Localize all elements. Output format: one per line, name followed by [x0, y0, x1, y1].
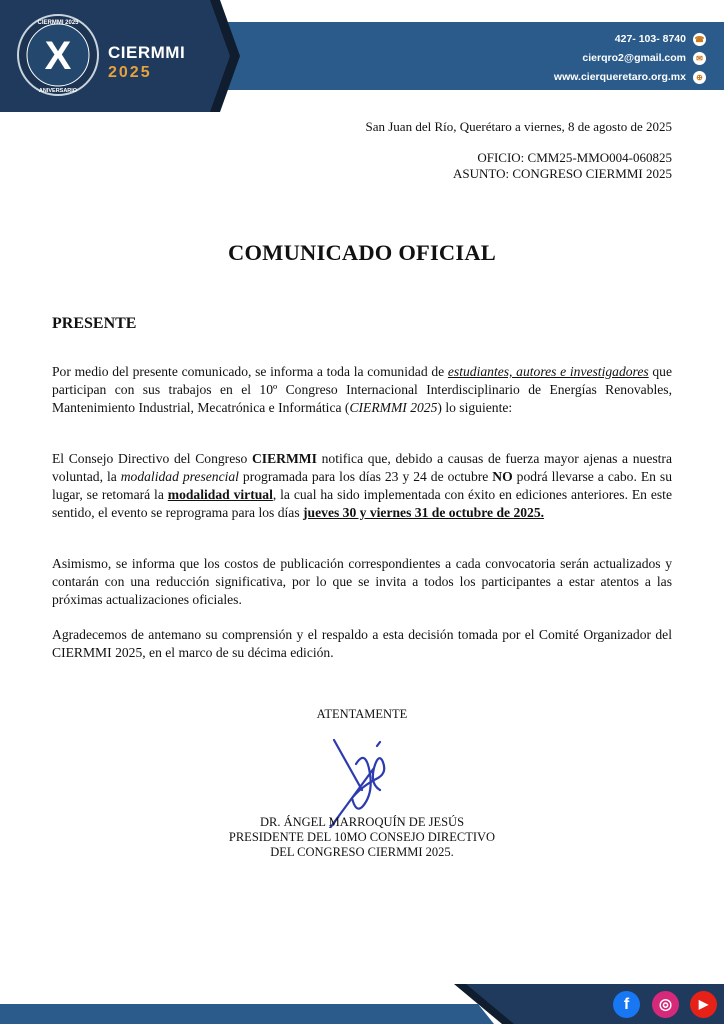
paragraph-1	[52, 363, 672, 417]
logo-bottom-text: ANIVERSARIO	[38, 88, 78, 94]
brand-year: 2025	[108, 64, 152, 81]
signer-title-2: DEL CONGRESO CIERMMI 2025.	[270, 845, 454, 859]
web-icon: ⊕	[693, 71, 706, 84]
p1-text-c: que participan con sus trabajos en el 10º Congreso Internacional Interdisciplinario de Energías Renovables, Mantenimiento Industrial, Mecatrónica e Informática (	[52, 364, 673, 415]
contact-info	[554, 30, 706, 87]
website-text[interactable]: www.cierqueretaro.org.mx	[553, 71, 686, 83]
p2-text-a: El Consejo Directivo del Congreso	[52, 451, 252, 466]
email-row	[554, 49, 706, 67]
phone-icon: ☎	[694, 34, 705, 44]
salutation: PRESENTE	[52, 315, 137, 332]
paragraph-4: Agradecemos de antemano su comprensión y el respaldo a esta decisión tomada por el Comité Organizador del CIERMMI 2025, en el marco de su décima edición.	[52, 627, 672, 660]
signer-name: DR. ÁNGEL MARROQUÍN DE JESÚS	[259, 815, 465, 829]
p2-text-i: , la cual ha sido implementada con éxito en ediciones anteriores. En este sentido, el evento se reprograma para los días	[52, 487, 672, 520]
place-date: San Juan del Río, Querétaro a viernes, 8 de agosto de 2025	[365, 119, 672, 134]
paragraph-3: Asimismo, se informa que los costos de publicación correspondientes a cada convocatoria serán actualizados y contarán con una reducción significativa, por lo que se invita a todos los participantes a estar atentos a las próximas actualizaciones oficiales.	[52, 556, 672, 607]
paragraph-2	[52, 450, 672, 522]
p2-no: NO	[492, 469, 513, 484]
signer-title-1: PRESIDENTE DEL 10MO CONSEJO DIRECTIVO	[228, 830, 496, 844]
p2-modalidad-virtual: modalidad virtual	[167, 487, 273, 502]
oficio-number: OFICIO: CMM25-MMO004-060825	[477, 150, 672, 165]
p2-text-g: podrá llevarse a cabo. En su lugar, se retomará la	[52, 469, 672, 502]
document-title: COMUNICADO OFICIAL	[228, 240, 496, 265]
brand-block	[108, 43, 185, 82]
logo-ring-text: CIERMMI 2025	[37, 20, 79, 26]
signature-scribble	[322, 728, 397, 828]
p2-new-dates: jueves 30 y viernes 31 de octubre de 2025.	[303, 505, 545, 520]
p2-ciermmi: CIERMMI	[251, 451, 317, 466]
brand-name: CIERMMI	[108, 43, 186, 62]
asunto: ASUNTO: CONGRESO CIERMMI 2025	[453, 166, 672, 181]
p1-text-e: ) lo siguiente:	[437, 400, 513, 415]
letterhead-header	[0, 0, 724, 112]
p1-audience: estudiantes, autores e investigadores	[447, 364, 649, 379]
closing: ATENTAMENTE	[316, 707, 408, 721]
p1-congress-name: CIERMMI 2025	[349, 400, 438, 415]
p1-text-a: Por medio del presente comunicado, se informa a toda la comunidad de	[52, 364, 448, 379]
phone-text: 427- 103- 8740	[614, 33, 686, 45]
instagram-icon[interactable]: ◎	[652, 991, 679, 1018]
logo-x: X	[44, 34, 72, 78]
p2-text-c: notifica que, debido a causas de fuerza mayor ajenas a nuestra voluntad, la	[52, 451, 672, 484]
email-icon: ✉	[693, 52, 706, 65]
ciermmi-logo	[16, 13, 100, 97]
p2-modalidad-presencial: modalidad presencial	[120, 469, 239, 484]
web-row	[554, 68, 706, 86]
facebook-icon[interactable]: f	[613, 991, 640, 1018]
youtube-icon[interactable]: ▶	[690, 991, 717, 1018]
email-text[interactable]: cierqro2@gmail.com	[582, 52, 686, 64]
phone-row	[554, 30, 706, 48]
p2-text-e: programada para los días 23 y 24 de octubre	[238, 469, 493, 484]
